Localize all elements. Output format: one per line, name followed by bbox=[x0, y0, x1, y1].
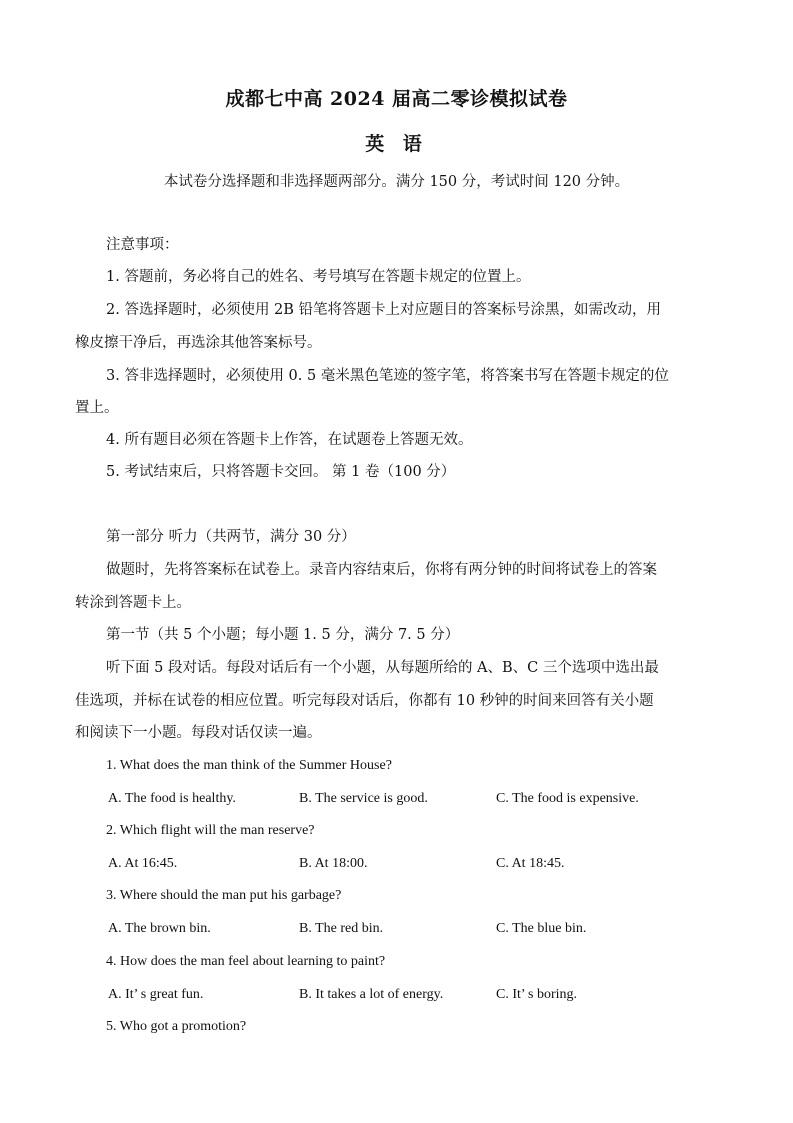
section1-instruction-line-2: 佳选项，并标在试卷的相应位置。听完每段对话后，你都有 10 秒钟的时间来回答有关小题 bbox=[75, 693, 654, 709]
note-item-3-line-1: 3. 答非选择题时，必须使用 0. 5 毫米黑色笔迹的签字笔，将答案书写在答题卡规定的位 bbox=[106, 368, 669, 384]
note-item-4: 4. 所有题目必须在答题卡上作答，在试题卷上答题无效。 bbox=[106, 432, 473, 448]
section1-instruction-line-3: 和阅读下一小题。每段对话仅读一遍。 bbox=[75, 725, 322, 741]
question-1-option-b: B. The service is good. bbox=[299, 791, 428, 806]
part1-instruction-line-1: 做题时，先将答案标在试卷上。录音内容结束后，你将有两分钟的时间将试卷上的答案 bbox=[106, 562, 657, 578]
question-4-option-c: C. It’ s boring. bbox=[496, 987, 578, 1002]
note-item-5: 5. 考试结束后，只将答题卡交回。 第 1 卷（100 分） bbox=[106, 464, 456, 480]
question-3-option-c: C. The blue bin. bbox=[496, 921, 587, 936]
section1-heading: 第一节（共 5 个小题；每小题 1. 5 分，满分 7. 5 分） bbox=[106, 627, 460, 643]
note-item-3-line-2: 置上。 bbox=[75, 400, 119, 416]
question-2-option-a: A. At 16:45. bbox=[108, 856, 178, 871]
question-2-option-b: B. At 18:00. bbox=[299, 856, 368, 871]
question-3-option-a: A. The brown bin. bbox=[108, 921, 211, 936]
question-3-option-b: B. The red bin. bbox=[299, 921, 384, 936]
question-1-option-a: A. The food is healthy. bbox=[108, 791, 236, 806]
question-1: 1. What does the man think of the Summer House? bbox=[106, 758, 392, 773]
question-4-option-a: A. It’ s great fun. bbox=[108, 987, 204, 1002]
question-2-option-c: C. At 18:45. bbox=[496, 856, 565, 871]
section1-instruction-line-1: 听下面 5 段对话。每段对话后有一个小题，从每题所给的 A、B、C 三个选项中选出最 bbox=[106, 660, 659, 676]
note-item-1: 1. 答题前，务必将自己的姓名、考号填写在答题卡规定的位置上。 bbox=[106, 269, 531, 285]
part1-heading: 第一部分 听力（共两节，满分 30 分） bbox=[106, 529, 356, 545]
question-3: 3. Where should the man put his garbage? bbox=[106, 888, 342, 903]
notes-heading: 注意事项： bbox=[106, 237, 179, 253]
note-item-2-line-1: 2. 答选择题时，必须使用 2B 铅笔将答题卡上对应题目的答案标号涂黑，如需改动，用 bbox=[106, 302, 662, 318]
question-5: 5. Who got a promotion? bbox=[106, 1019, 247, 1034]
question-1-option-c: C. The food is expensive. bbox=[496, 791, 639, 806]
question-4-option-b: B. It takes a lot of energy. bbox=[299, 987, 444, 1002]
question-4: 4. How does the man feel about learning to paint? bbox=[106, 954, 386, 969]
part1-instruction-line-2: 转涂到答题卡上。 bbox=[75, 595, 191, 611]
exam-intro: 本试卷分选择题和非选择题两部分。满分 150 分，考试时间 120 分钟。 bbox=[163, 174, 630, 190]
exam-title: 成都七中高 2024 届高二零诊模拟试卷 bbox=[225, 88, 568, 110]
note-item-2-line-2: 橡皮擦干净后，再选涂其他答案标号。 bbox=[75, 335, 322, 351]
question-2: 2. Which flight will the man reserve? bbox=[106, 823, 315, 838]
subject-title: 英 语 bbox=[365, 133, 428, 155]
